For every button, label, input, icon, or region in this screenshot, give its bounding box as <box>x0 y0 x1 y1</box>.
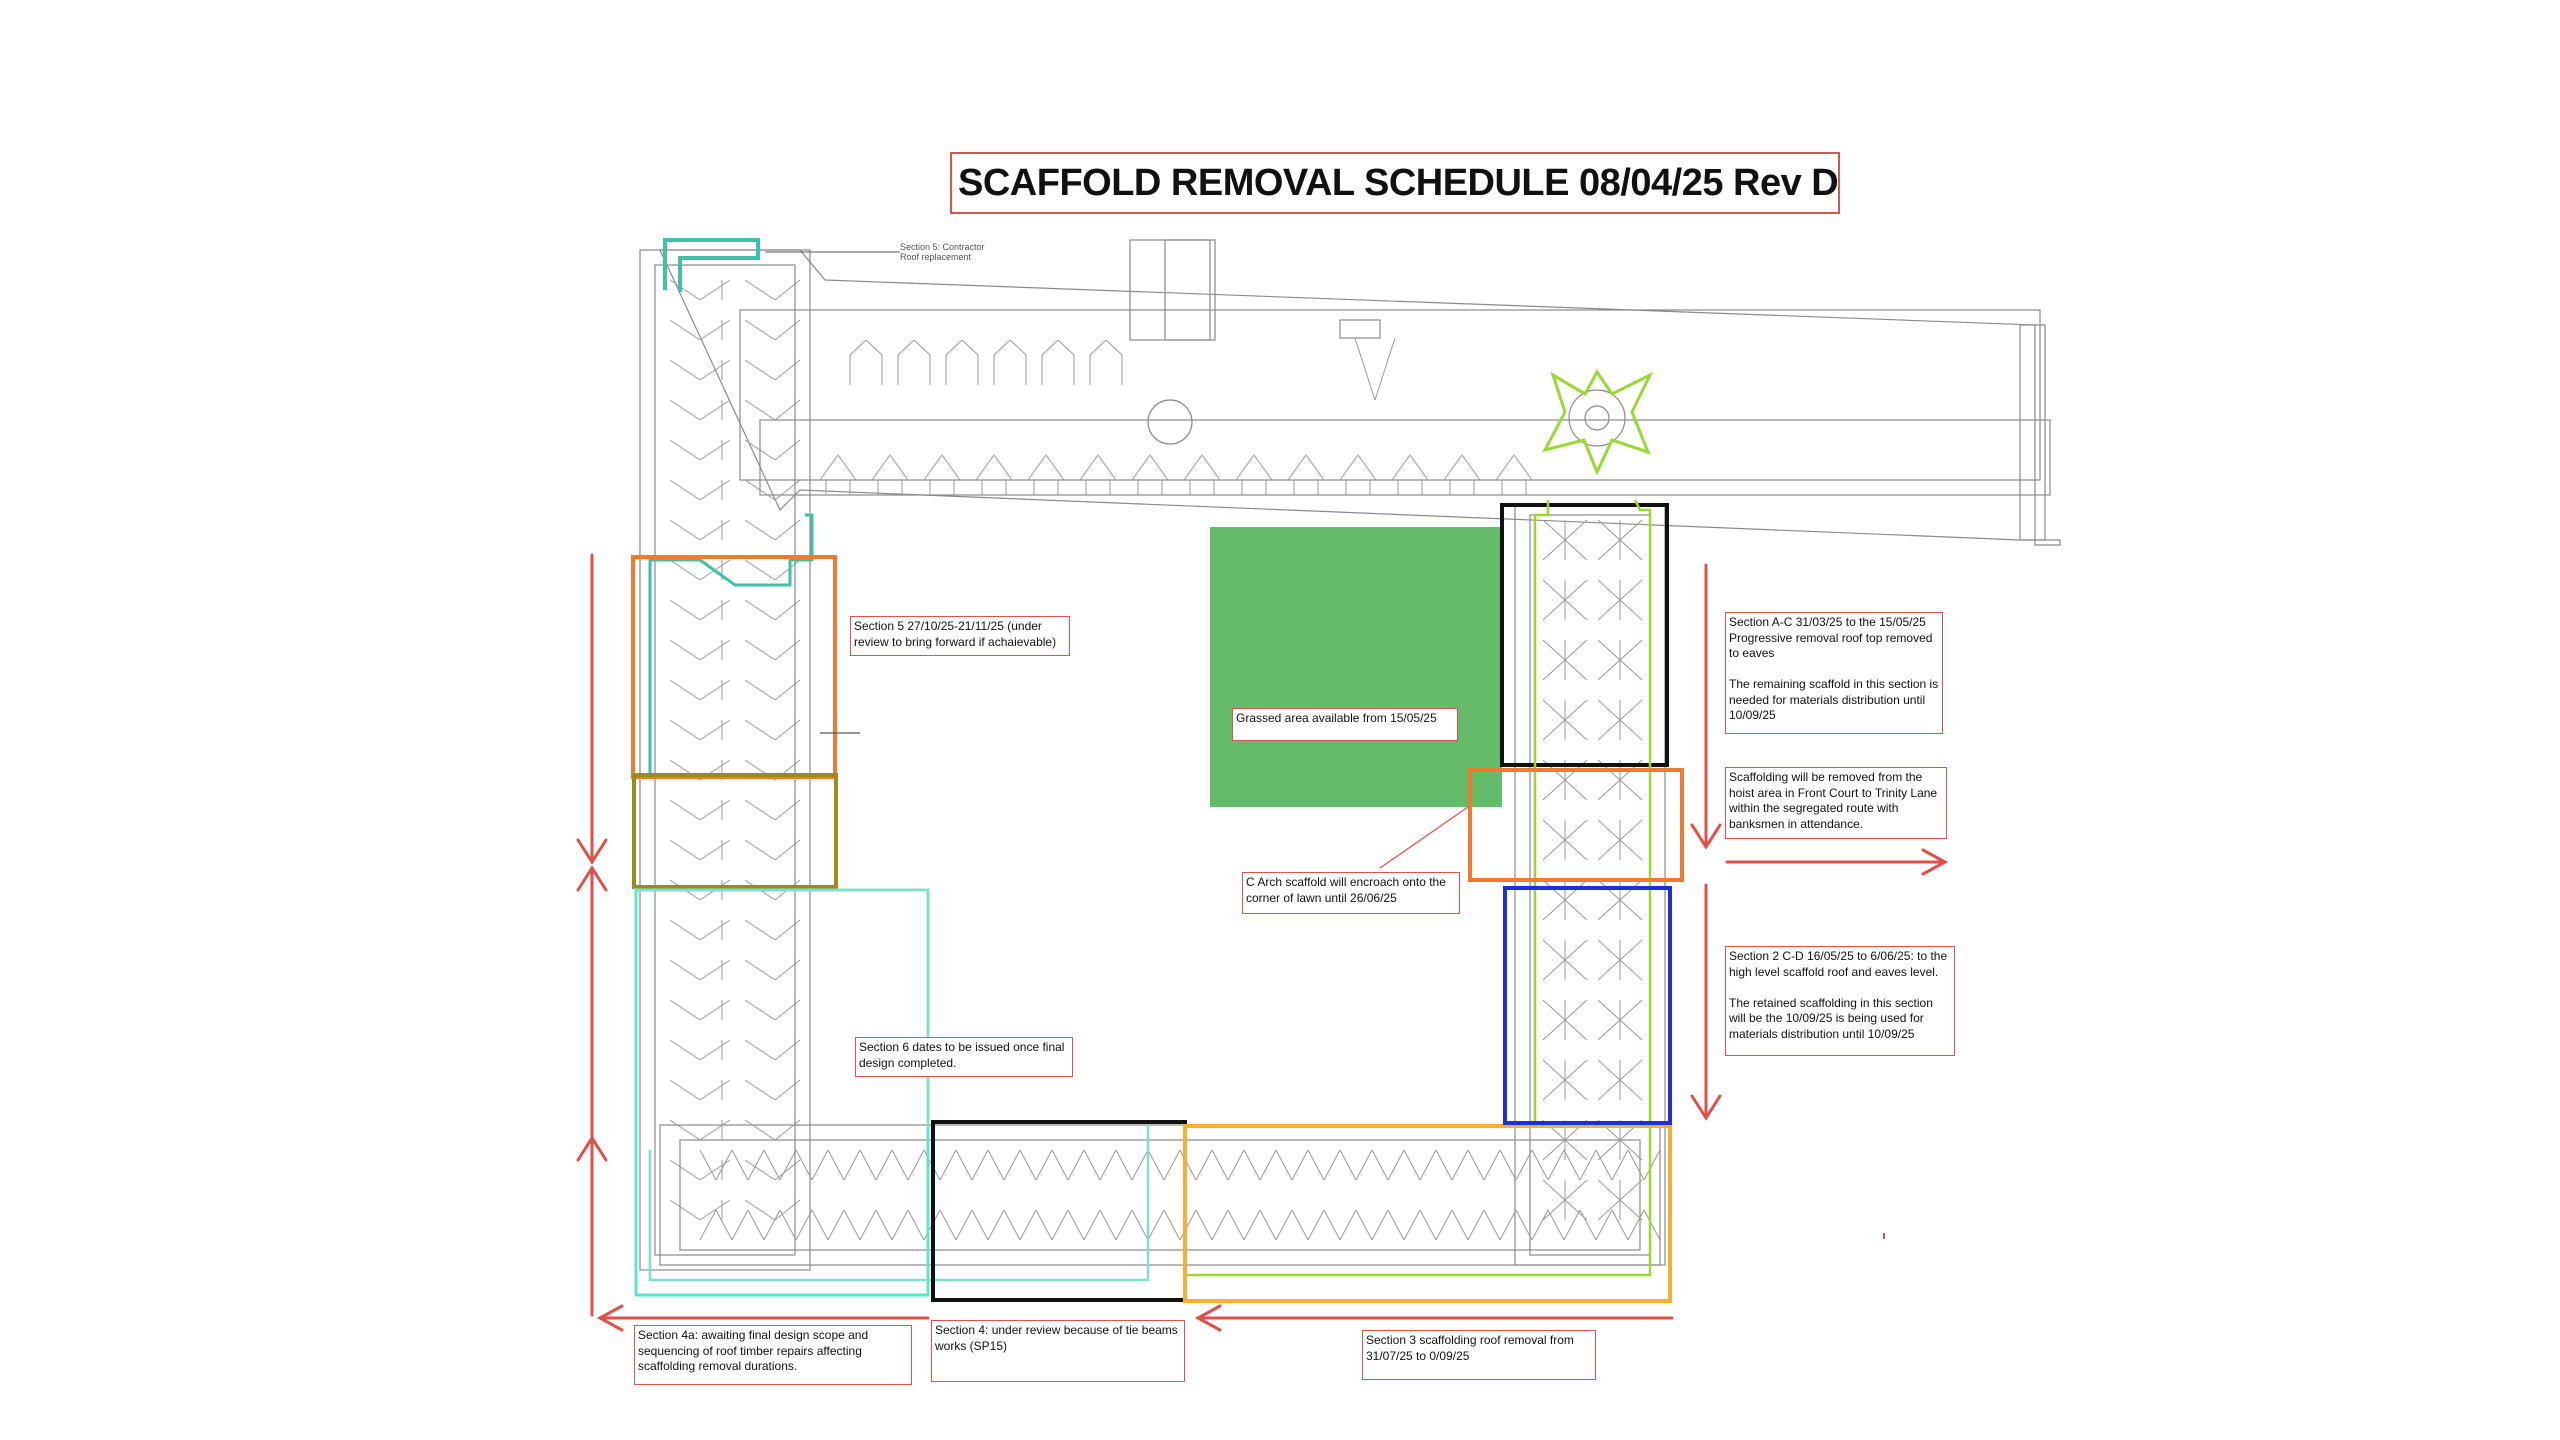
section-5-note: Section 5 27/10/25-21/11/25 (under review to bring forward if achaievable) <box>850 616 1070 656</box>
south-roof-pattern <box>700 1150 1660 1240</box>
grassed-area <box>1210 527 1502 807</box>
section-2-note: Section 2 C-D 16/05/25 to 6/06/25: to the high level scaffold roof and eaves level. The retained scaffolding in this section will be the 10/09/25 is being used for materials distribution until 10/09/25 <box>1725 946 1955 1056</box>
hoist-note: Scaffolding will be removed from the hoist area in Front Court to Trinity Lane within the segregated route with banksmen in attendance. <box>1725 767 1947 839</box>
section-a-c-note: Section A-C 31/03/25 to the 15/05/25 Progressive removal roof top removed to eaves The remaining scaffold in this section is needed for materials distribution until 10/09/25 <box>1725 612 1943 734</box>
red-mark <box>1883 1233 1885 1239</box>
east-roof-pattern <box>1543 520 1642 1220</box>
plan-annotation: Section 5: Contractor Roof replacement <box>900 242 985 262</box>
section-5-outline <box>633 557 835 777</box>
tower-star-outline <box>1545 372 1650 472</box>
section-6-outline <box>636 890 928 1128</box>
section-4-note: Section 4: under review because of tie beams works (SP15) <box>931 1320 1185 1382</box>
c-arch-note: C Arch scaffold will encroach onto the corner of lawn until 26/06/25 <box>1242 872 1460 914</box>
section-teal-top <box>665 240 758 292</box>
section-6-note: Section 6 dates to be issued once final design completed. <box>855 1037 1073 1077</box>
section-4a-note: Section 4a: awaiting final design scope and sequencing of roof timber repairs affecting scaffolding removal durations. <box>634 1325 912 1385</box>
section-teal-west <box>650 515 812 775</box>
section-link-outline <box>634 775 836 887</box>
page-title: SCAFFOLD REMOVAL SCHEDULE 08/04/25 Rev D <box>958 161 1839 204</box>
section-3-note: Section 3 scaffolding roof removal from 31/07/25 to 0/09/25 <box>1362 1330 1596 1380</box>
section-lime-south <box>1185 1128 1650 1275</box>
roof-pattern <box>670 280 800 1220</box>
section-6-inner <box>650 1125 1148 1280</box>
c-arch-leader <box>1380 807 1468 868</box>
section-a-c-outline <box>1502 505 1667 765</box>
dormer-pattern <box>820 338 1532 495</box>
grassed-area-note: Grassed area available from 15/05/25 <box>1232 708 1458 741</box>
